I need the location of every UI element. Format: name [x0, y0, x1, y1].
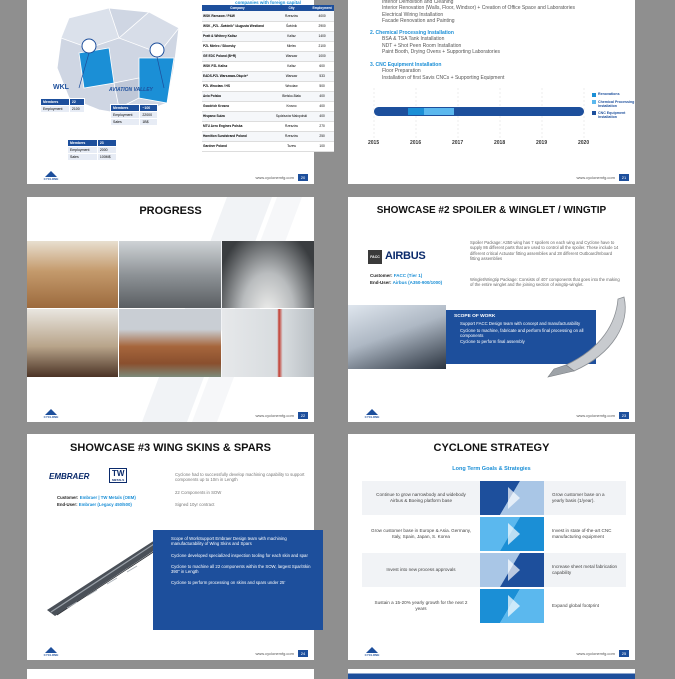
aviation-valley-label: AVIATION VALLEY	[109, 87, 153, 93]
table-cell: 4000	[310, 11, 334, 21]
cyclone-logo: CYCLONE	[362, 409, 382, 419]
overview-bullet: Signed 10yr contract	[175, 501, 215, 507]
av-members-label: Members	[111, 105, 140, 112]
table-cell: PZL Mielec / Sikorsky	[202, 41, 273, 51]
scope-item: Cyclone to machine, fabricate and perform final processing on all components	[460, 327, 584, 338]
wkl-members-label: Members	[41, 99, 70, 106]
table-cell: Goodrich Krosno	[202, 101, 273, 111]
table-cell: Bielsko-Biała	[273, 91, 310, 101]
slide-showcase-3[interactable]	[27, 434, 314, 660]
strategy-row	[362, 589, 626, 623]
slide-footer	[27, 168, 314, 184]
page-number: 20	[298, 174, 308, 181]
overview-bullet: Cyclone had to successfully develop machining capability to support components up to 10m in Length	[175, 472, 305, 483]
third-cluster-table	[67, 139, 117, 161]
table-cell: 533	[310, 71, 334, 81]
slide-next-left[interactable]	[27, 669, 314, 679]
strategy-goal-right: Increase sheet metal fabrication capability	[552, 564, 618, 575]
table-row	[202, 141, 334, 151]
legend-item	[592, 111, 636, 119]
strategy-graphic	[480, 517, 544, 551]
footer-url: www.cyclonemfg.com	[576, 175, 615, 180]
scope-heading: SCOPE OF WORK	[454, 314, 496, 319]
overview-bullet: 22 Components in SOW	[175, 489, 222, 495]
table-row	[202, 131, 334, 141]
table-cell: 500	[310, 81, 334, 91]
slide-subtitle: Long Term Goals & Strategies	[452, 466, 531, 472]
strategy-graphic	[480, 481, 544, 515]
av-employment-label: Employment	[111, 112, 140, 119]
av-members: ~100	[140, 105, 158, 112]
renovation-segment	[408, 108, 424, 115]
chemical-section	[370, 30, 630, 56]
footer-url: www.cyclonemfg.com	[255, 175, 294, 180]
list-item: Interior Renovation (Walls, Floor, Windsor) + Creation of Office Space and Laboratories	[382, 5, 576, 12]
table-cell: WSK Rzeszow / P&W	[202, 11, 273, 21]
slide-timeline[interactable]	[348, 0, 635, 184]
legend-swatch	[592, 93, 596, 97]
footer-url: www.cyclonemfg.com	[576, 413, 615, 418]
page-number: 25	[619, 650, 629, 657]
slide-next-right[interactable]	[348, 669, 635, 679]
av-sales-label: Sales	[111, 119, 140, 126]
legend-swatch	[592, 100, 596, 104]
table-cell: Gardner Poland	[202, 141, 273, 151]
table-cell: 270	[310, 121, 334, 131]
strategy-goal-right: Expand global footprint	[552, 603, 599, 608]
page-number: 24	[298, 650, 308, 657]
year-label: 2018	[494, 140, 506, 146]
table-cell: 400	[310, 111, 334, 121]
slide-footer	[27, 406, 314, 422]
table-cell: Mielec	[273, 41, 310, 51]
table-title: companies with foreign capital	[235, 0, 301, 5]
timeline-bar	[374, 107, 584, 116]
table-row	[202, 111, 334, 121]
table-cell: 2100	[310, 41, 334, 51]
year-label: 2016	[410, 140, 422, 146]
list-item: Electrical Wiring Installation	[382, 11, 444, 18]
year-label: 2015	[368, 140, 380, 146]
winglet-paragraph: Winglet/Wingtip Package: Consists of 407 components that goes into the making of the entire winglet and the joining section of wingtip-winglet.	[470, 277, 620, 288]
list-item: Paint Booth, Drying Ovens + Supporting Laboratories	[382, 49, 500, 56]
table-cell: 100	[310, 141, 334, 151]
table-row	[202, 91, 334, 101]
footer-url: www.cyclonemfg.com	[576, 651, 615, 656]
page-number: 22	[298, 412, 308, 419]
table-cell: 400	[310, 91, 334, 101]
table-row	[202, 31, 334, 41]
table-cell: EADS-PZL Warszawa-Okęcie*	[202, 71, 273, 81]
photo-warehouse	[119, 241, 221, 308]
table-cell: Hispano Suiza	[202, 111, 273, 121]
slide-footer	[348, 406, 635, 422]
scope-item: Cyclone to perform processing on skins and spars under 25'	[171, 580, 286, 586]
third-members-label: Members	[68, 140, 98, 147]
scope-item: Cyclone to machine all 22 components within the SOW, largest Spar/Skin 390" in Length	[171, 563, 311, 575]
cyclone-logo: CYCLONE	[41, 647, 61, 657]
third-members: 23	[97, 140, 116, 147]
legend-swatch	[592, 111, 596, 115]
photo-arched-hall	[222, 241, 314, 308]
scope-item: Cyclone developed specialized inspection tooling for each skin and spar	[171, 552, 308, 558]
table-cell: Warsaw	[273, 51, 310, 61]
year-label: 2020	[578, 140, 590, 146]
legend-label: CNC Equipment Installation	[598, 110, 626, 120]
wkl-employment: 2100	[69, 106, 84, 113]
table-cell: Kalisz	[273, 61, 310, 71]
legend-label: Chemical Processing Installation	[598, 99, 635, 108]
table-cell: Świdnik	[273, 21, 310, 31]
table-cell: 400	[310, 101, 334, 111]
table-cell: Rzeszów	[273, 131, 310, 141]
slide-title: SHOWCASE #2 SPOILER & WINGLET / WINGTIP	[376, 205, 607, 216]
chemical-segment	[424, 108, 454, 115]
table-cell: Warsaw	[273, 71, 310, 81]
table-row	[202, 71, 334, 81]
overview-bullets	[169, 472, 309, 514]
av-sales: 1B$	[140, 119, 158, 126]
spar-part-image	[37, 532, 167, 617]
column-header: Company	[202, 5, 273, 11]
wkl-employment-label: Employment	[41, 106, 70, 113]
photo-hall-interior	[27, 241, 118, 308]
table-cell: Rzeszów	[273, 121, 310, 131]
slide-footer	[348, 168, 635, 184]
photo-building-exterior	[119, 309, 221, 377]
timeline-years	[368, 140, 628, 148]
strategy-row	[362, 481, 626, 515]
strategy-graphic	[480, 553, 544, 587]
page-number: 23	[619, 412, 629, 419]
column-header: City	[273, 5, 310, 11]
airbus-logo: AIRBUS	[385, 250, 426, 262]
cnc-heading: 3. CNC Equipment Installation	[370, 62, 442, 68]
av-table	[110, 104, 158, 126]
table-cell: Rzeszów	[273, 11, 310, 21]
table-cell: Krosno	[273, 101, 310, 111]
table-row	[202, 11, 334, 21]
enduser-line: End-User: Airbus (A350-900/1000)	[370, 280, 443, 285]
scope-item: Support FACC Design team with concept and manufacturability	[460, 321, 581, 327]
table-row	[202, 51, 334, 61]
wkl-table	[40, 98, 85, 113]
strategy-goal-right: Grow customer base on a yearly basis (1/year).	[552, 492, 605, 503]
page-number: 21	[619, 174, 629, 181]
timeline-legend	[592, 92, 636, 122]
slide-strategy[interactable]	[348, 434, 635, 660]
photo-facade-renovation	[222, 309, 314, 377]
year-label: 2019	[536, 140, 548, 146]
footer-url: www.cyclonemfg.com	[255, 651, 294, 656]
table-cell: Kalisz	[273, 31, 310, 41]
slide-footer	[27, 644, 314, 660]
third-sales-label: Sales	[68, 154, 98, 161]
list-item: Floor Preparation	[382, 68, 421, 75]
table-cell: Wrocław	[273, 81, 310, 91]
third-employment-label: Employment	[68, 147, 98, 154]
table-cell: Avio Polska	[202, 91, 273, 101]
slide-showcase-2[interactable]	[348, 197, 635, 422]
chemical-heading: 2. Chemical Processing Installation	[370, 30, 454, 36]
slide-footer	[348, 644, 635, 660]
scope-item: Cyclone to perform final assembly	[460, 339, 525, 345]
enduser-line: End-User: Embraer (Legacy 450/500)	[57, 502, 132, 507]
table-cell: GE EDC Poland (B+R)	[202, 51, 273, 61]
table-row	[202, 81, 334, 91]
table-row	[202, 21, 334, 31]
table-cell: MTU Aero Engines Polska	[202, 121, 273, 131]
av-employment: 22000	[140, 112, 158, 119]
strategy-goal-left: Grow customer base in Europe & Asia. Germany, Italy, Spain, Japan, S. Korea	[371, 528, 471, 539]
table-cell: WSK PZL Kalisz	[202, 61, 273, 71]
table-cell: 250	[310, 131, 334, 141]
legend-item	[592, 92, 636, 97]
strategy-goal-left: Sustain a 15-20% yearly growth for the next 2 years	[374, 600, 468, 611]
cyclone-logo: CYCLONE	[362, 647, 382, 657]
table-row	[202, 61, 334, 71]
table-row	[202, 121, 334, 131]
tw-metals-logo: TW METALS	[109, 468, 127, 483]
scope-item: Scope of WorkSupport Embraer Design team with machining manufacturability of Wing Skins and Spars	[171, 536, 287, 547]
table-cell: Pratt & Whitney Kalisz	[202, 31, 273, 41]
table-cell: Hamilton Sundstrand Poland	[202, 131, 273, 141]
timeline-chart	[368, 88, 628, 148]
table-cell: Sędziszów Małopolski	[273, 111, 310, 121]
table-cell: PZL Wrocław / HS	[202, 81, 273, 91]
slide-aviation-clusters[interactable]	[27, 0, 332, 184]
list-item: Interior Demolition and Cleaning	[382, 0, 454, 5]
table-cell: 1000	[310, 51, 334, 61]
slide-title: SHOWCASE #3 WING SKINS & SPARS	[70, 442, 271, 454]
strategy-graphic	[480, 589, 544, 623]
cnc-section	[370, 62, 630, 81]
column-header: Employment	[310, 5, 334, 11]
strategy-goal-left: Invest into new process approvals	[386, 567, 456, 572]
slide-title: PROGRESS	[139, 205, 202, 217]
scope-of-work-box	[153, 530, 323, 630]
table-cell: 1400	[310, 31, 334, 41]
cyclone-logo: CYCLONE	[41, 409, 61, 419]
slide-progress[interactable]	[27, 197, 314, 422]
legend-label: Renovations	[598, 92, 620, 96]
embraer-logo: EMBRAER	[49, 472, 90, 481]
list-item: BSA & TSA Tank Installation	[382, 36, 445, 43]
slide-title: CYCLONE STRATEGY	[433, 442, 550, 454]
wkl-members: 22	[69, 99, 84, 106]
customer-line: Customer: Embraer | TW Metals (OEM)	[57, 495, 136, 500]
strategy-goal-right: Invest in state of-the-art CNC manufacturing equipment	[552, 528, 612, 539]
strategy-row	[362, 517, 626, 551]
photo-airbus-a350	[348, 305, 446, 369]
year-label: 2017	[452, 140, 464, 146]
third-sales: 100M$	[97, 154, 116, 161]
table-cell: WSK „PZL -Świdnik" /Augusta Westland	[202, 21, 273, 31]
renovation-items	[370, 0, 630, 25]
table-cell: Tczew	[273, 141, 310, 151]
list-item: Facade Renovation and Painting	[382, 18, 455, 25]
company-table	[202, 5, 334, 152]
legend-item	[592, 100, 636, 108]
list-item: Installation of first Savis CNCs + Supporting Equipment	[382, 74, 505, 81]
customer-line: Customer: FACC (Tier 1)	[370, 273, 423, 278]
footer-url: www.cyclonemfg.com	[255, 413, 294, 418]
list-item: NDT + Shot Peen Room Installation	[382, 42, 462, 49]
facc-logo: FACC	[368, 250, 382, 264]
wkl-label: WKL	[53, 84, 69, 91]
table-cell: 600	[310, 61, 334, 71]
photo-conference-room	[27, 309, 118, 377]
table-row	[202, 101, 334, 111]
spoiler-paragraph: Spoiler Package: A350 wing has 7 spoilers on each wing and Cyclone have to supply 86 different parts that are used to control all the spoiler. These include 14 different critical Actuator fitting assemblies and 28 different Outboard/Inboard fitting assemblies	[470, 240, 619, 261]
table-row	[202, 41, 334, 51]
third-employment: 2000	[97, 147, 116, 154]
cyclone-logo: CYCLONE	[41, 171, 61, 181]
winglet-part-image	[544, 293, 634, 383]
strategy-row	[362, 553, 626, 587]
strategy-goal-left: Continue to grow narrowbody and widebody Airbus & Boeing platform base	[376, 492, 466, 503]
table-cell: 2900	[310, 21, 334, 31]
